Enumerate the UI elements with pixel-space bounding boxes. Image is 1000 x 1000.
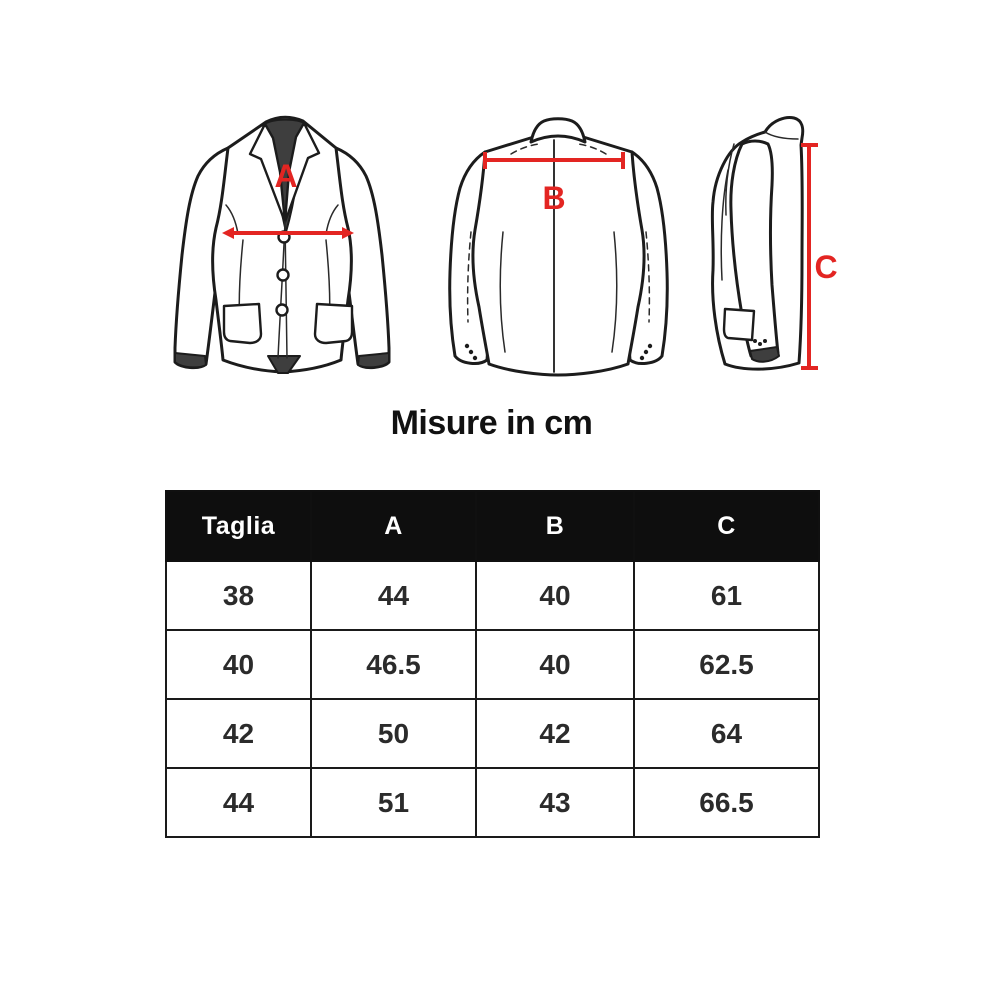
column-header-b: B [476,491,634,561]
cell-measure-c: 64 [634,699,819,768]
cell-measure-c: 61 [634,561,819,630]
measurement-label-b: B [542,180,566,216]
cell-measure-c: 66.5 [634,768,819,837]
column-header-c: C [634,491,819,561]
jacket-front-view-illustration [166,110,398,386]
cell-measure-a: 51 [311,768,476,837]
cell-measure-a: 44 [311,561,476,630]
cell-size: 44 [166,768,311,837]
measurement-label-c: C [814,249,838,285]
column-header-taglia: Taglia [166,491,311,561]
side-pocket [724,309,754,340]
cell-measure-b: 42 [476,699,634,768]
cell-measure-a: 46.5 [311,630,476,699]
measurement-label-a: A [274,158,298,194]
cell-size: 40 [166,630,311,699]
column-header-a: A [311,491,476,561]
size-table-header-row [166,491,819,561]
table-row [166,699,819,768]
front-button [278,270,289,281]
cell-size: 38 [166,561,311,630]
cell-measure-b: 43 [476,768,634,837]
jacket-back-view-illustration [441,112,676,384]
front-right-pocket [315,304,352,343]
table-row [166,561,819,630]
page-title: Misure in cm [390,404,593,442]
cell-measure-b: 40 [476,561,634,630]
cell-size: 42 [166,699,311,768]
cell-measure-b: 40 [476,630,634,699]
front-button [277,305,288,316]
table-row [166,768,819,837]
front-left-cuff-tip [175,353,206,367]
size-table [165,490,820,838]
cell-measure-a: 50 [311,699,476,768]
front-left-pocket [224,304,261,343]
front-right-cuff-tip [358,353,389,367]
cell-measure-c: 62.5 [634,630,819,699]
jacket-side-view-illustration [698,110,843,385]
table-row [166,630,819,699]
